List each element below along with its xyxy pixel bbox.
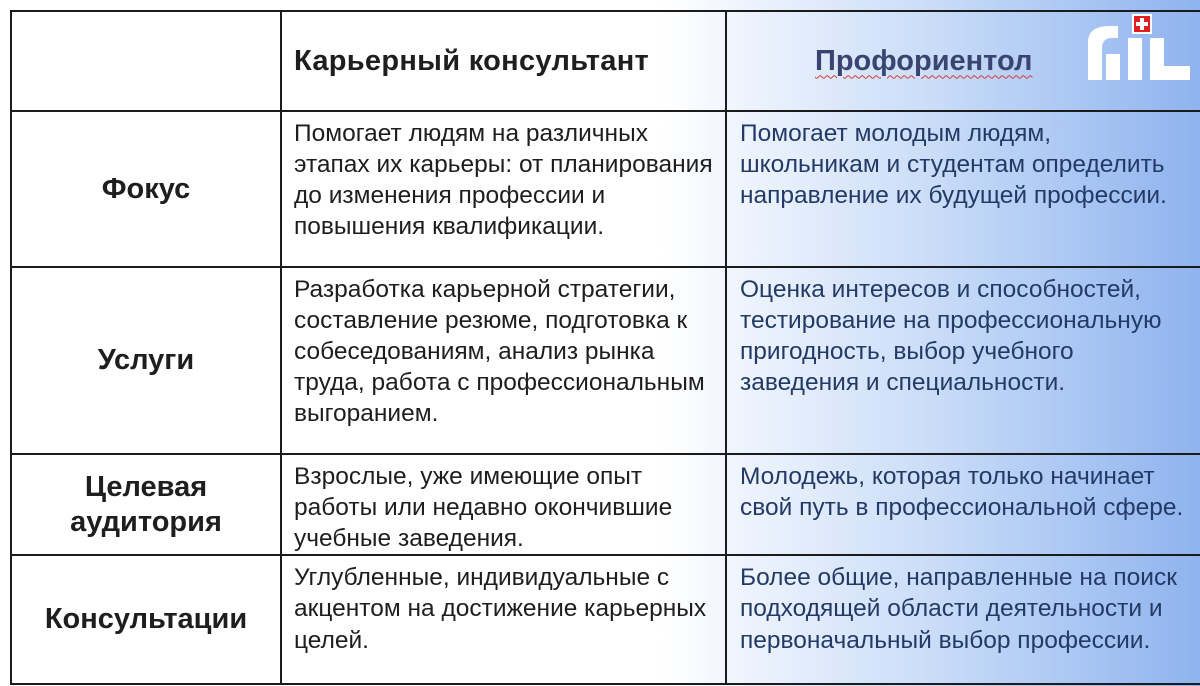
table-row <box>11 454 1200 555</box>
row-label-consultations: Консультации <box>11 555 281 684</box>
cell-guide-services: Оценка интересов и способностей, тестирование на профессиональную пригодность, выбор учебного заведения и специальности. <box>726 267 1200 454</box>
cell-consultant-audience: Взрослые, уже имеющие опыт работы или недавно окончившие учебные заведения. <box>281 454 726 555</box>
cell-consultant-consultations: Углубленные, индивидуальные с акцентом на достижение карьерных целей. <box>281 555 726 684</box>
table-header-row <box>11 11 1200 111</box>
cell-consultant-services: Разработка карьерной стратегии, составление резюме, подготовка к собеседованиям, анализ рынка труда, работа с профессиональным выгоранием. <box>281 267 726 454</box>
comparison-table <box>10 10 1200 685</box>
table-row <box>11 555 1200 684</box>
table-row <box>11 267 1200 454</box>
cell-guide-audience: Молодежь, которая только начинает свой путь в профессиональной сфере. <box>726 454 1200 555</box>
row-label-services: Услуги <box>11 267 281 454</box>
cell-guide-focus: Помогает молодым людям, школьникам и студентам определить направление их будущей профессии. <box>726 111 1200 267</box>
comparison-slide <box>10 10 1200 678</box>
row-label-target-audience: Целевая аудитория <box>11 454 281 555</box>
column-header-career-consultant: Карьерный консультант <box>281 11 726 111</box>
cell-guide-consultations: Более общие, направленные на поиск подходящей области деятельности и первоначальный выбор профессии. <box>726 555 1200 684</box>
sil-logo-icon <box>1082 8 1194 82</box>
column-header-career-guide <box>726 11 1200 111</box>
row-label-focus: Фокус <box>11 111 281 267</box>
table-row <box>11 111 1200 267</box>
cell-consultant-focus: Помогает людям на различных этапах их карьеры: от планирования до изменения профессии и повышения квалификации. <box>281 111 726 267</box>
career-guide-header-text: Профориентол <box>815 44 1033 77</box>
empty-corner-cell <box>11 11 281 111</box>
